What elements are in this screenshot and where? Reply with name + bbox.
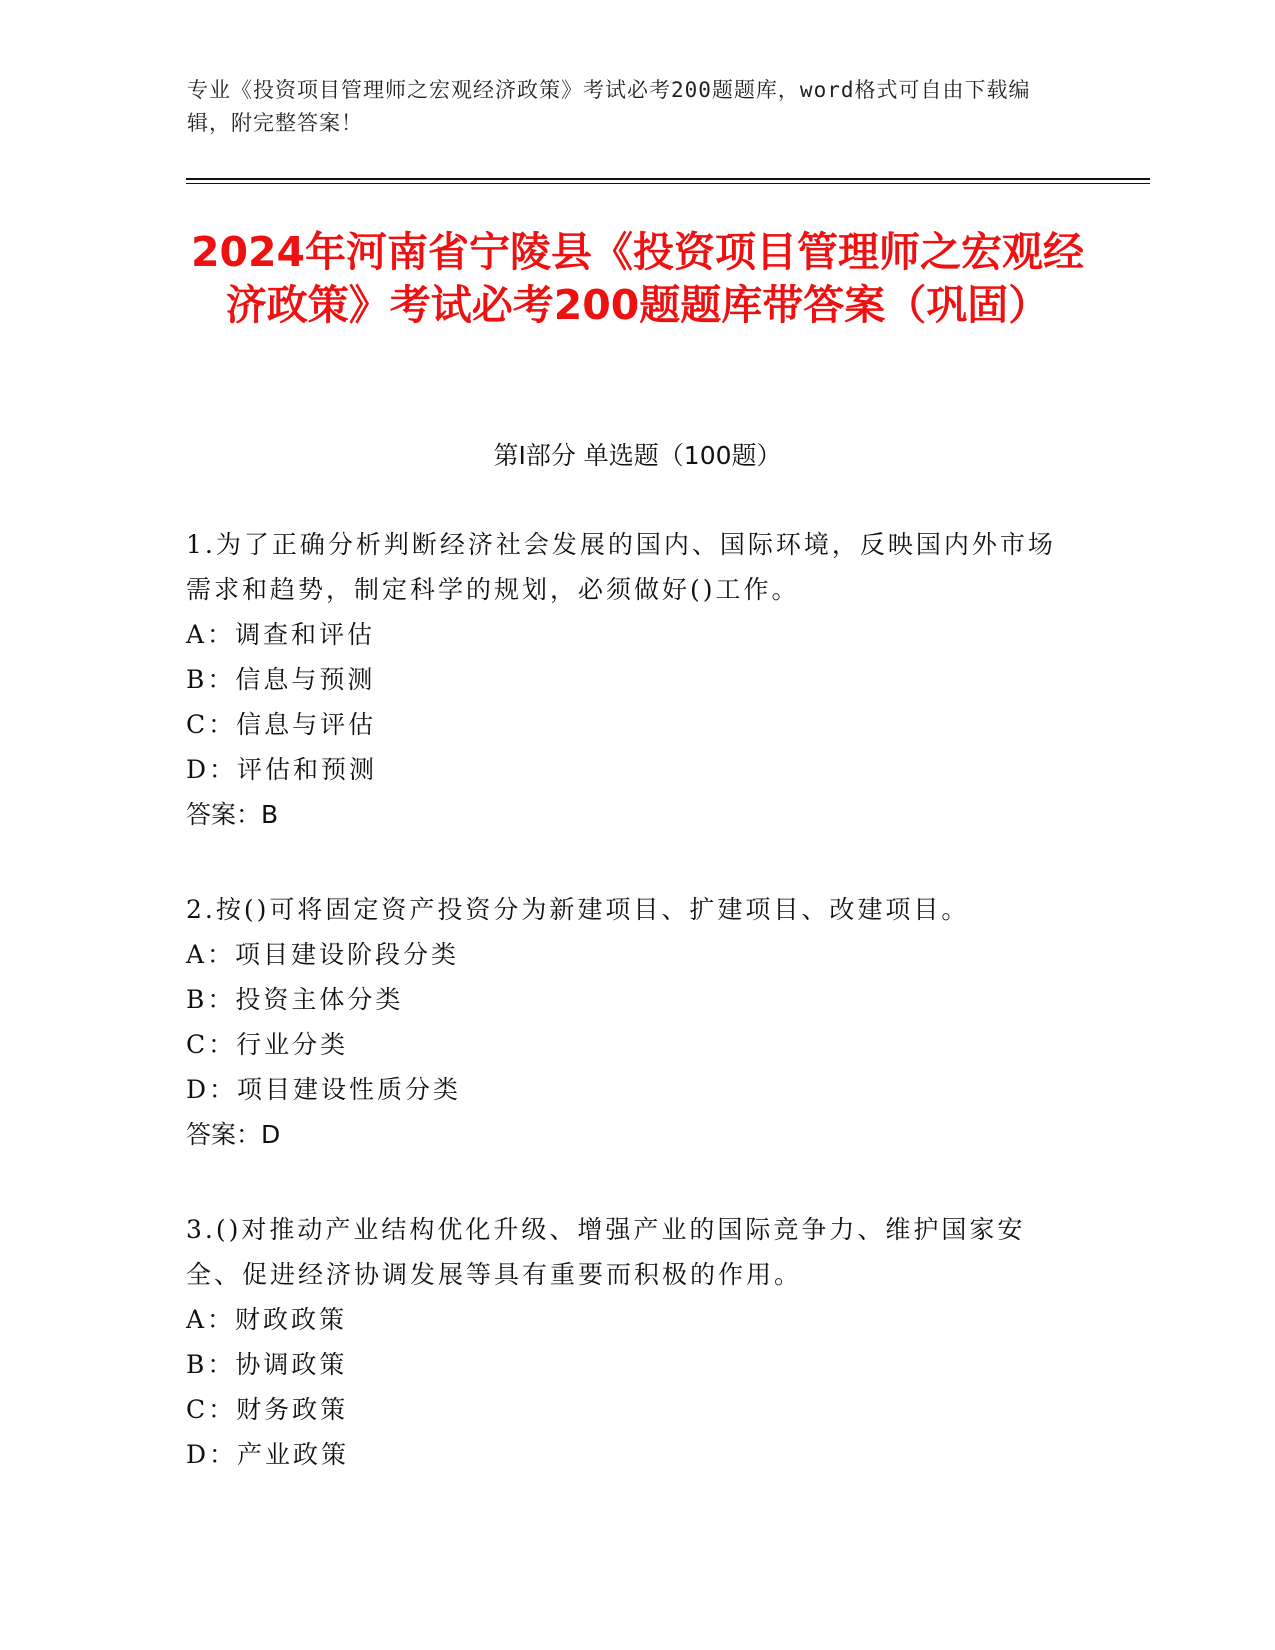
- option-c: C：财务政策: [186, 1395, 349, 1424]
- question-2: [186, 887, 1066, 1157]
- question-stem: 2.按()可将固定资产投资分为新建项目、扩建项目、改建项目。: [186, 895, 970, 924]
- answer: 答案：B: [186, 800, 279, 829]
- option-a: A：调查和评估: [186, 620, 376, 649]
- question-stem: 1.为了正确分析判断经济社会发展的国内、国际环境，反映国内外市场需求和趋势，制定科学的规划，必须做好()工作。: [186, 530, 1056, 604]
- option-b: B：投资主体分类: [186, 985, 404, 1014]
- option-b: B：协调政策: [186, 1350, 348, 1379]
- question-1: [186, 522, 1066, 837]
- header-divider-thin: [186, 183, 1150, 184]
- section-title: 第I部分 单选题（100题）: [493, 441, 782, 470]
- option-d: D：产业政策: [186, 1440, 350, 1469]
- option-b: B：信息与预测: [186, 665, 376, 694]
- header-divider: [186, 178, 1150, 180]
- question-stem: 3.()对推动产业结构优化升级、增强产业的国际竞争力、维护国家安全、促进经济协调发展等具有重要而积极的作用。: [186, 1215, 1026, 1289]
- answer: 答案：D: [186, 1120, 281, 1149]
- option-c: C：行业分类: [186, 1030, 349, 1059]
- option-d: D：评估和预测: [186, 755, 378, 784]
- option-a: A：项目建设阶段分类: [186, 940, 460, 969]
- option-c: C：信息与评估: [186, 710, 377, 739]
- question-3: [186, 1207, 1066, 1477]
- header-note: 专业《投资项目管理师之宏观经济政策》考试必考200题题库，word格式可自由下载编辑，附完整答案！: [187, 78, 1031, 135]
- document-title: 2024年河南省宁陵县《投资项目管理师之宏观经济政策》考试必考200题题库带答案（巩固）: [190, 228, 1085, 329]
- option-a: A：财政政策: [186, 1305, 348, 1334]
- option-d: D：项目建设性质分类: [186, 1075, 462, 1104]
